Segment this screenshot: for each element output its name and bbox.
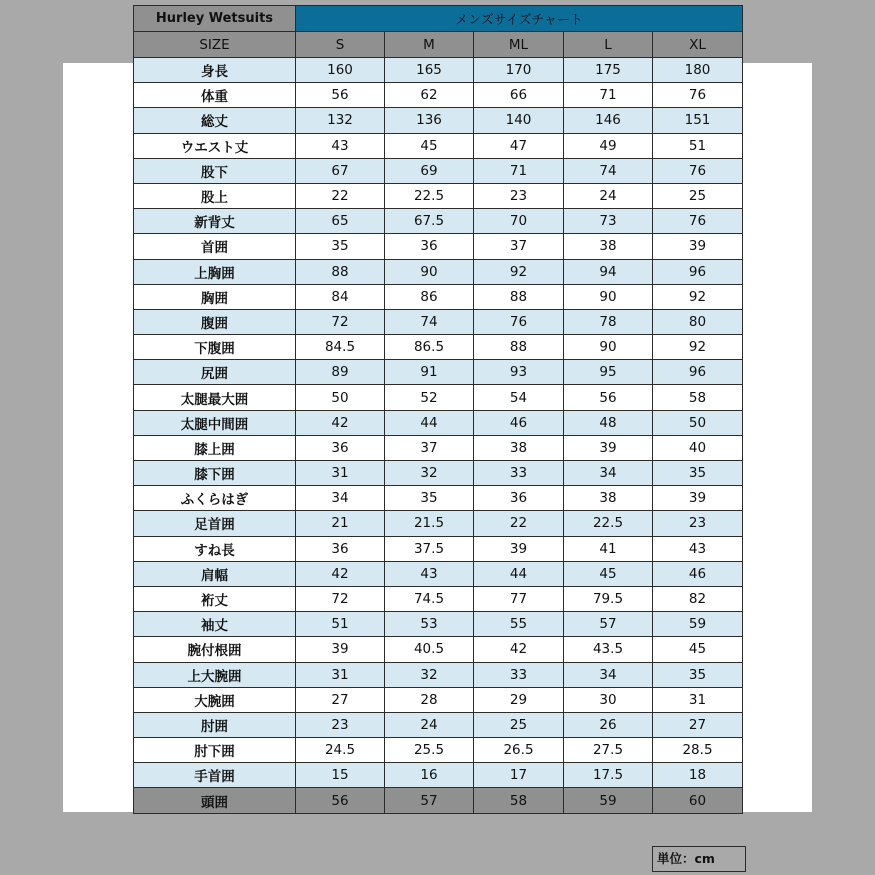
table-row xyxy=(134,259,743,284)
measurement-value: 22 xyxy=(474,511,564,536)
measurement-value: 76 xyxy=(653,158,743,183)
measurement-value: 146 xyxy=(564,108,653,133)
measurement-value: 26.5 xyxy=(474,738,564,763)
measurement-value: 84 xyxy=(296,284,385,309)
measurement-label: 上胸囲 xyxy=(134,259,296,284)
measurement-label: 股下 xyxy=(134,158,296,183)
measurement-value: 86 xyxy=(385,284,474,309)
measurement-value: 22 xyxy=(296,183,385,208)
table-row xyxy=(134,309,743,334)
measurement-value: 38 xyxy=(564,234,653,259)
measurement-label: 腹囲 xyxy=(134,309,296,334)
measurement-value: 71 xyxy=(564,83,653,108)
measurement-label: 下腹囲 xyxy=(134,335,296,360)
measurement-value: 46 xyxy=(474,410,564,435)
table-row xyxy=(134,435,743,460)
table-row xyxy=(134,586,743,611)
measurement-value: 24.5 xyxy=(296,738,385,763)
table-row xyxy=(134,763,743,788)
measurement-value: 96 xyxy=(653,360,743,385)
table-row xyxy=(134,158,743,183)
measurement-value: 92 xyxy=(653,335,743,360)
measurement-label: 肘囲 xyxy=(134,712,296,737)
measurement-value: 80 xyxy=(653,309,743,334)
measurement-value: 36 xyxy=(296,435,385,460)
measurement-label: 肘下囲 xyxy=(134,738,296,763)
measurement-label: 大腕囲 xyxy=(134,687,296,712)
measurement-value: 74 xyxy=(564,158,653,183)
measurement-value: 27 xyxy=(296,687,385,712)
measurement-value: 37.5 xyxy=(385,536,474,561)
measurement-value: 78 xyxy=(564,309,653,334)
measurement-value: 73 xyxy=(564,209,653,234)
measurement-value: 86.5 xyxy=(385,335,474,360)
brand-label: Hurley Wetsuits xyxy=(134,6,296,32)
measurement-label: 上大腕囲 xyxy=(134,662,296,687)
measurement-value: 88 xyxy=(296,259,385,284)
measurement-label: 尻囲 xyxy=(134,360,296,385)
table-row xyxy=(134,234,743,259)
measurement-label: ふくらはぎ xyxy=(134,486,296,511)
measurement-value: 43 xyxy=(296,133,385,158)
measurement-value: 65 xyxy=(296,209,385,234)
table-row xyxy=(134,637,743,662)
measurement-value: 76 xyxy=(653,209,743,234)
measurement-label: 胸囲 xyxy=(134,284,296,309)
measurement-value: 37 xyxy=(385,435,474,460)
measurement-value: 21.5 xyxy=(385,511,474,536)
measurement-value: 56 xyxy=(564,385,653,410)
measurement-value: 96 xyxy=(653,259,743,284)
measurement-value: 94 xyxy=(564,259,653,284)
measurement-value: 56 xyxy=(296,83,385,108)
measurement-value: 36 xyxy=(296,536,385,561)
measurement-value: 38 xyxy=(474,435,564,460)
table-row xyxy=(134,612,743,637)
size-chart-table xyxy=(133,5,743,814)
measurement-label: ウエスト丈 xyxy=(134,133,296,158)
measurement-value: 160 xyxy=(296,58,385,83)
table-row xyxy=(134,536,743,561)
measurement-label: 身長 xyxy=(134,58,296,83)
measurement-label: すね長 xyxy=(134,536,296,561)
measurement-value: 50 xyxy=(296,385,385,410)
size-heading-ml: ML xyxy=(474,32,564,58)
measurement-value: 18 xyxy=(653,763,743,788)
measurement-value: 59 xyxy=(653,612,743,637)
size-heading-xl: XL xyxy=(653,32,743,58)
measurement-label: 肩幅 xyxy=(134,561,296,586)
measurement-value: 27 xyxy=(653,712,743,737)
measurement-value: 39 xyxy=(296,637,385,662)
measurement-value: 170 xyxy=(474,58,564,83)
measurement-value: 57 xyxy=(385,788,474,814)
measurement-value: 90 xyxy=(564,335,653,360)
measurement-value: 25 xyxy=(474,712,564,737)
table-header-row xyxy=(134,6,743,32)
size-heading-s: S xyxy=(296,32,385,58)
measurement-value: 23 xyxy=(474,183,564,208)
measurement-value: 140 xyxy=(474,108,564,133)
measurement-value: 32 xyxy=(385,662,474,687)
measurement-value: 34 xyxy=(296,486,385,511)
table-row xyxy=(134,662,743,687)
unit-label: 単位：cm xyxy=(652,846,746,872)
measurement-value: 53 xyxy=(385,612,474,637)
measurement-value: 28 xyxy=(385,687,474,712)
measurement-value: 43 xyxy=(653,536,743,561)
size-heading-l: L xyxy=(564,32,653,58)
measurement-value: 40.5 xyxy=(385,637,474,662)
measurement-value: 31 xyxy=(296,662,385,687)
size-chart-body xyxy=(134,6,743,814)
measurement-value: 72 xyxy=(296,309,385,334)
table-row xyxy=(134,712,743,737)
table-row xyxy=(134,385,743,410)
measurement-value: 93 xyxy=(474,360,564,385)
measurement-value: 60 xyxy=(653,788,743,814)
measurement-value: 43 xyxy=(385,561,474,586)
measurement-value: 23 xyxy=(296,712,385,737)
measurement-value: 88 xyxy=(474,335,564,360)
measurement-value: 58 xyxy=(653,385,743,410)
table-row xyxy=(134,561,743,586)
measurement-label: 新背丈 xyxy=(134,209,296,234)
measurement-value: 29 xyxy=(474,687,564,712)
measurement-value: 89 xyxy=(296,360,385,385)
measurement-value: 38 xyxy=(564,486,653,511)
measurement-value: 22.5 xyxy=(385,183,474,208)
measurement-value: 35 xyxy=(296,234,385,259)
measurement-value: 37 xyxy=(474,234,564,259)
size-heading-m: M xyxy=(385,32,474,58)
measurement-value: 67.5 xyxy=(385,209,474,234)
measurement-value: 52 xyxy=(385,385,474,410)
measurement-value: 51 xyxy=(296,612,385,637)
measurement-value: 76 xyxy=(653,83,743,108)
measurement-value: 88 xyxy=(474,284,564,309)
measurement-label: 総丈 xyxy=(134,108,296,133)
measurement-value: 49 xyxy=(564,133,653,158)
measurement-value: 74 xyxy=(385,309,474,334)
measurement-value: 22.5 xyxy=(564,511,653,536)
measurement-value: 90 xyxy=(385,259,474,284)
measurement-value: 39 xyxy=(564,435,653,460)
measurement-value: 50 xyxy=(653,410,743,435)
measurement-value: 24 xyxy=(385,712,474,737)
measurement-value: 76 xyxy=(474,309,564,334)
measurement-label: 袖丈 xyxy=(134,612,296,637)
measurement-value: 56 xyxy=(296,788,385,814)
measurement-value: 67 xyxy=(296,158,385,183)
measurement-value: 28.5 xyxy=(653,738,743,763)
measurement-value: 51 xyxy=(653,133,743,158)
measurement-value: 82 xyxy=(653,586,743,611)
measurement-value: 33 xyxy=(474,461,564,486)
measurement-value: 180 xyxy=(653,58,743,83)
measurement-value: 59 xyxy=(564,788,653,814)
table-row xyxy=(134,83,743,108)
table-row xyxy=(134,284,743,309)
measurement-value: 31 xyxy=(296,461,385,486)
measurement-value: 45 xyxy=(564,561,653,586)
table-row xyxy=(134,335,743,360)
measurement-value: 79.5 xyxy=(564,586,653,611)
measurement-value: 90 xyxy=(564,284,653,309)
measurement-value: 33 xyxy=(474,662,564,687)
table-row xyxy=(134,108,743,133)
measurement-label: 太腿中間囲 xyxy=(134,410,296,435)
measurement-value: 25 xyxy=(653,183,743,208)
measurement-label: 裄丈 xyxy=(134,586,296,611)
measurement-value: 34 xyxy=(564,662,653,687)
measurement-value: 32 xyxy=(385,461,474,486)
table-row xyxy=(134,738,743,763)
measurement-label: 膝下囲 xyxy=(134,461,296,486)
measurement-value: 30 xyxy=(564,687,653,712)
chart-title: メンズサイズチャート xyxy=(296,6,743,32)
table-row xyxy=(134,410,743,435)
measurement-value: 26 xyxy=(564,712,653,737)
measurement-value: 27.5 xyxy=(564,738,653,763)
measurement-label: 体重 xyxy=(134,83,296,108)
measurement-value: 47 xyxy=(474,133,564,158)
measurement-value: 58 xyxy=(474,788,564,814)
measurement-label: 足首囲 xyxy=(134,511,296,536)
measurement-value: 91 xyxy=(385,360,474,385)
measurement-value: 55 xyxy=(474,612,564,637)
measurement-value: 151 xyxy=(653,108,743,133)
measurement-value: 41 xyxy=(564,536,653,561)
measurement-value: 136 xyxy=(385,108,474,133)
measurement-label: 太腿最大囲 xyxy=(134,385,296,410)
measurement-value: 42 xyxy=(296,410,385,435)
table-row xyxy=(134,58,743,83)
measurement-value: 92 xyxy=(653,284,743,309)
measurement-value: 39 xyxy=(653,234,743,259)
measurement-label: 膝上囲 xyxy=(134,435,296,460)
measurement-value: 72 xyxy=(296,586,385,611)
measurement-value: 57 xyxy=(564,612,653,637)
measurement-value: 31 xyxy=(653,687,743,712)
measurement-value: 46 xyxy=(653,561,743,586)
measurement-value: 44 xyxy=(474,561,564,586)
measurement-value: 16 xyxy=(385,763,474,788)
measurement-label: 手首囲 xyxy=(134,763,296,788)
table-row xyxy=(134,209,743,234)
measurement-value: 17.5 xyxy=(564,763,653,788)
measurement-value: 36 xyxy=(385,234,474,259)
measurement-value: 39 xyxy=(474,536,564,561)
measurement-value: 35 xyxy=(653,662,743,687)
measurement-value: 175 xyxy=(564,58,653,83)
measurement-value: 84.5 xyxy=(296,335,385,360)
measurement-value: 132 xyxy=(296,108,385,133)
measurement-label: 股上 xyxy=(134,183,296,208)
measurement-value: 69 xyxy=(385,158,474,183)
table-row xyxy=(134,360,743,385)
measurement-value: 95 xyxy=(564,360,653,385)
size-header-row xyxy=(134,32,743,58)
measurement-label: 頭囲 xyxy=(134,788,296,814)
measurement-value: 45 xyxy=(653,637,743,662)
measurement-value: 35 xyxy=(385,486,474,511)
measurement-value: 74.5 xyxy=(385,586,474,611)
measurement-value: 34 xyxy=(564,461,653,486)
measurement-value: 165 xyxy=(385,58,474,83)
measurement-value: 15 xyxy=(296,763,385,788)
table-row xyxy=(134,486,743,511)
measurement-value: 40 xyxy=(653,435,743,460)
measurement-value: 92 xyxy=(474,259,564,284)
measurement-value: 54 xyxy=(474,385,564,410)
table-row xyxy=(134,687,743,712)
measurement-value: 42 xyxy=(296,561,385,586)
measurement-value: 62 xyxy=(385,83,474,108)
table-row xyxy=(134,133,743,158)
measurement-label: 腕付根囲 xyxy=(134,637,296,662)
measurement-value: 25.5 xyxy=(385,738,474,763)
measurement-value: 36 xyxy=(474,486,564,511)
measurement-value: 77 xyxy=(474,586,564,611)
measurement-value: 48 xyxy=(564,410,653,435)
measurement-value: 21 xyxy=(296,511,385,536)
measurement-value: 24 xyxy=(564,183,653,208)
table-row xyxy=(134,183,743,208)
measurement-label: 首囲 xyxy=(134,234,296,259)
measurement-value: 44 xyxy=(385,410,474,435)
measurement-value: 42 xyxy=(474,637,564,662)
table-row xyxy=(134,788,743,814)
measurement-value: 70 xyxy=(474,209,564,234)
measurement-value: 45 xyxy=(385,133,474,158)
measurement-value: 66 xyxy=(474,83,564,108)
measurement-value: 43.5 xyxy=(564,637,653,662)
measurement-value: 39 xyxy=(653,486,743,511)
measurement-value: 17 xyxy=(474,763,564,788)
measurement-value: 23 xyxy=(653,511,743,536)
measurement-value: 71 xyxy=(474,158,564,183)
size-column-label: SIZE xyxy=(134,32,296,58)
table-row xyxy=(134,461,743,486)
measurement-value: 35 xyxy=(653,461,743,486)
table-row xyxy=(134,511,743,536)
